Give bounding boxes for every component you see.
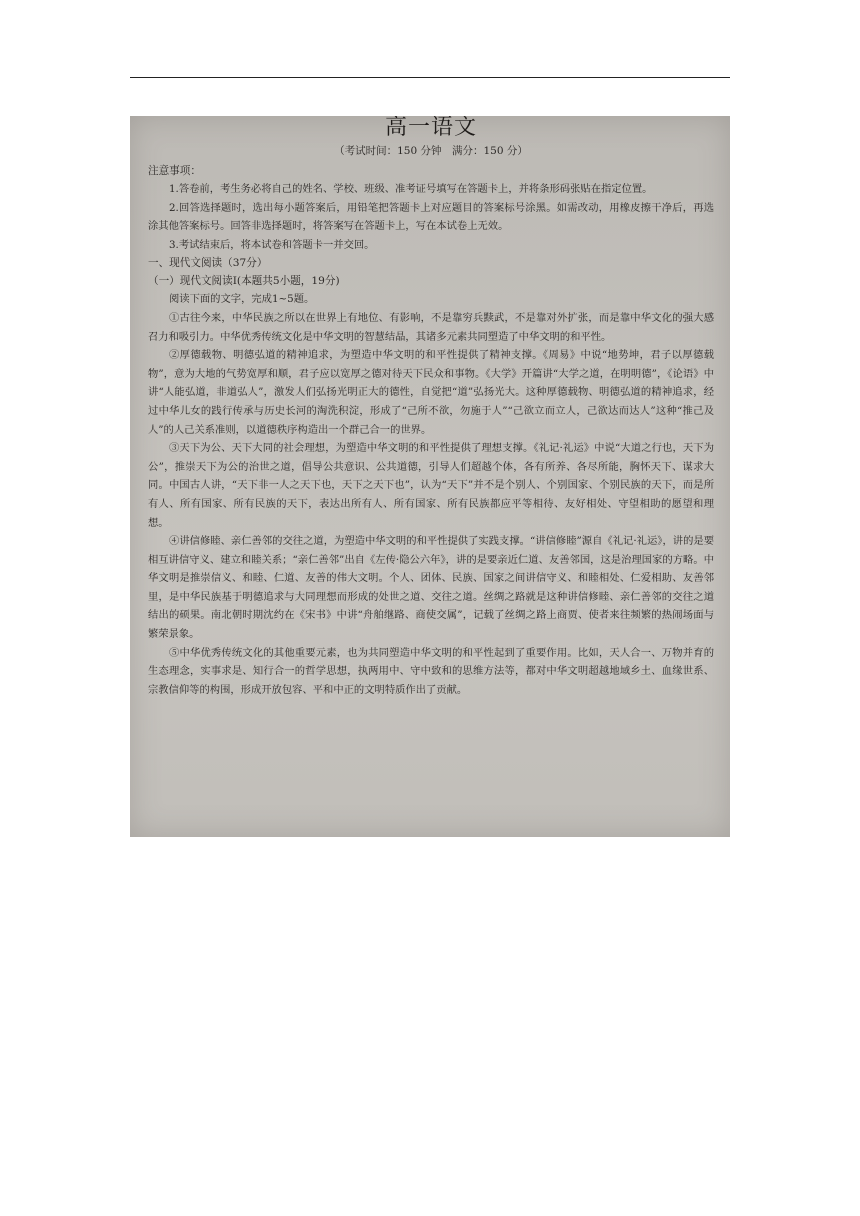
note-item: 1.答卷前，考生务必将自己的姓名、学校、班级、准考证号填写在答题卡上，并将条形码张贴在指定位置。 [169, 183, 653, 195]
passage-paragraph: ⑤中华优秀传统文化的其他重要元素，也为共同塑造中华文明的和平性起到了重要作用。比如，天人合一、万物并育的生态理念，实事求是、知行合一的哲学思想，执两用中、守中致和的思维方法等，都对中华文明超越地域乡土、血缘世系、宗教信仰等的构围，形成开放包容、平和中正的文明特质作出了贡献。 [148, 646, 714, 696]
header-rule [130, 77, 730, 78]
note-item: 2.回答选择题时，选出每小题答案后，用铅笔把答题卡上对应题目的答案标号涂黑。如需改动，用橡皮擦干净后，再选涂其他答案标号。回答非选择题时，将答案写在答题卡上，写在本试卷上无效。 [148, 201, 714, 233]
passage-paragraph: ③天下为公、天下大同的社会理想，为塑造中华文明的和平性提供了理想支撑。《礼记·礼运》中说“大道之行也，天下为公”，推崇天下为公的治世之道，倡导公共意识、公共道德，引导人们超越个体，各有所养、各尽所能，胸怀天下、谋求大同。中国古人讲，“天下非一人之天下也，天下之天下也”，认为“天下”并不是个别人、个别国家、个别民族的天下，而是所有人、所有国家、所有民族的天下，表达出所有人、所有国家、所有民族都应平等相待、友好相处、守望相助的愿望和理想。 [148, 442, 714, 529]
passage-paragraph: ①古往今来，中华民族之所以在世界上有地位、有影响，不是靠穷兵黩武，不是靠对外扩张，而是靠中华文化的强大感召力和吸引力。中华优秀传统文化是中华文明的智慧结晶，其诸多元素共同塑造了中华文明的和平性。 [148, 311, 714, 343]
exam-title: 高一语文 [384, 116, 477, 140]
section-heading: 一、现代文阅读（37分） [148, 257, 268, 270]
notes-heading: 注意事项： [148, 165, 201, 177]
subsection-heading: （一）现代文阅读Ⅰ(本题共5小题，19分) [148, 275, 340, 288]
scanned-exam-photo [130, 116, 730, 837]
note-item: 3.考试结束后，将本试卷和答题卡一并交回。 [169, 238, 375, 251]
passage-paragraph: ④讲信修睦、亲仁善邻的交往之道，为塑造中华文明的和平性提供了实践支撑。“讲信修睦”源自《礼记·礼运》，讲的是要相互讲信守义、建立和睦关系；“亲仁善邻”出自《左传·隐公六年》，讲的是要亲近仁道、友善邻国，这是治理国家的方略。中华文明是推崇信义、和睦、仁道、友善的伟大文明。个人、团体、民族、国家之间讲信守义、和睦相处、仁爱相助、友善邻里，是中华民族基于明德追求与大同理想而形成的处世之道、交往之道。丝绸之路就是这种讲信修睦、亲仁善邻的交往之道结出的硕果。南北朝时期沈约在《宋书》中讲“舟舶继路、商使交属”，记载了丝绸之路上商贾、使者来往频繁的热闹场面与繁荣景象。 [148, 535, 714, 641]
passage-paragraph: ②厚德载物、明德弘道的精神追求，为塑造中华文明的和平性提供了精神支撑。《周易》中说“地势坤，君子以厚德载物”，意为大地的气势宽厚和顺，君子应以宽厚之德对待天下民众和事物。《大学》开篇讲“大学之道，在明明德”，《论语》中讲“人能弘道，非道弘人”，激发人们弘扬光明正大的德性，自觉把“道”弘扬光大。这种厚德载物、明德弘道的精神追求，经过中华儿女的践行传承与历史长河的淘洗积淀，形成了“己所不欲，勿施于人”“己欲立而立人，己欲达而达人”这种“推己及人”的人己关系准则，以道德秩序构造出一个群己合一的世界。 [148, 349, 714, 436]
reading-instruction: 阅读下面的文字，完成1~5题。 [169, 293, 315, 306]
exam-subtitle: （考试时间：150 分钟 满分：150 分） [334, 145, 528, 157]
exam-content [148, 116, 714, 699]
